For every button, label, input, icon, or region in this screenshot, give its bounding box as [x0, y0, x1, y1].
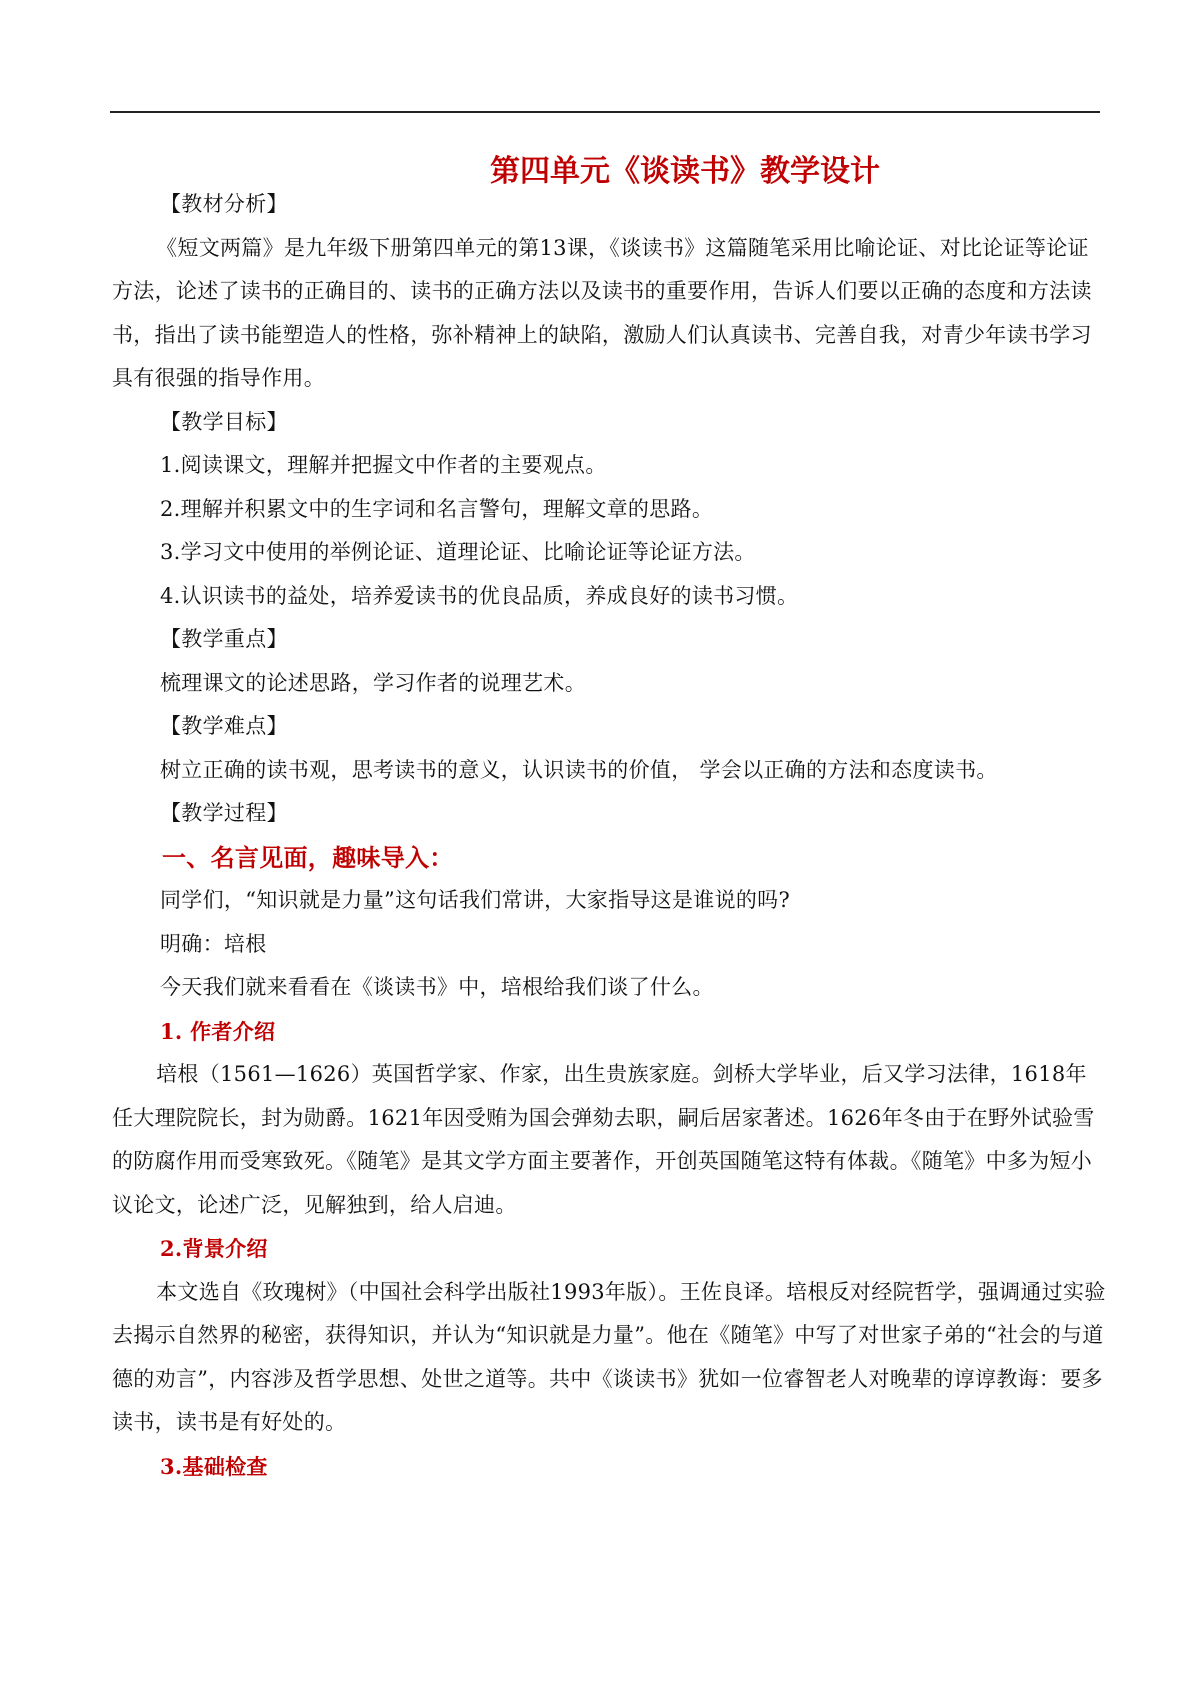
goal-item: 4.认识读书的益处，培养爱读书的优良品质，养成良好的读书习惯。 [160, 583, 799, 608]
goal-item: 1.阅读课文，理解并把握文中作者的主要观点。 [160, 453, 607, 477]
part1-heading: 一、名言见面，趣味导入： [162, 842, 454, 872]
intro-line: 同学们，“知识就是力量”这句话我们常讲，大家指导这是谁说的吗? [160, 888, 791, 912]
intro-line: 今天我们就来看看在《谈读书》中，培根给我们谈了什么。 [160, 975, 714, 999]
background-heading: 2.背景介绍 [160, 1236, 268, 1261]
intro-line: 明确：培根 [160, 931, 267, 956]
header-rule [110, 111, 1100, 113]
difficulty-paragraph: 树立正确的读书观，思考读书的意义，认识读书的价值， 学会以正确的方法和态度读书。 [160, 757, 998, 782]
material-paragraph: 《短文两篇》是九年级下册第四单元的第13课，《谈读书》这篇随笔采用比喻论证、对比论证等论证方法，论述了读书的正确目的、读书的正确方法以及读书的重要作用，告诉人们要以正确的态度和方法读书，指出了读书能塑造人的性格，弥补精神上的缺陷，激励人们认真读书、完善自我，对青少年读书学习具有很强的指导作用。 [112, 235, 1092, 390]
section-label-difficulty: 【教学难点】 [160, 714, 288, 738]
author-paragraph: 培根（1561—1626）英国哲学家、作家，出生贵族家庭。剑桥大学毕业，后又学习法律，1618年任大理院院长，封为勋爵。1621年因受贿为国会弹劾去职，嗣后居家著述。1626年冬由于在野外试验雪的防腐作用而受寒致死。《随笔》是其文学方面主要著作，开创英国随笔这特有体裁。《随笔》中多为短小议论文，论述广泛，见解独到，给人启迪。 [112, 1062, 1095, 1217]
author-heading: 1. 作者介绍 [160, 1018, 276, 1044]
basics-heading: 3.基础检查 [160, 1453, 268, 1479]
section-label-process: 【教学过程】 [160, 801, 288, 825]
document-title: 第四单元《谈读书》教学设计 [490, 154, 880, 189]
goal-item: 2.理解并积累文中的生字词和名言警句，理解文章的思路。 [160, 496, 714, 521]
document-body [112, 183, 1107, 1488]
section-label-key: 【教学重点】 [160, 627, 288, 651]
key-paragraph: 梳理课文的论述思路，学习作者的说理艺术。 [160, 670, 586, 695]
background-paragraph: 本文选自《玫瑰树》（中国社会科学出版社1993年版）。王佐良译。培根反对经院哲学，强调通过实验去揭示自然界的秘密，获得知识，并认为“知识就是力量”。他在《随笔》中写了对世家子弟的“社会的与道德的劝言”，内容涉及哲学思想、处世之道等。共中《谈读书》犹如一位睿智老人对晚辈的谆谆教诲：要多读书，读书是有好处的。 [112, 1279, 1106, 1434]
section-label-material: 【教材分析】 [160, 192, 288, 216]
goal-item: 3.学习文中使用的举例论证、道理论证、比喻论证等论证方法。 [160, 540, 756, 564]
section-label-goals: 【教学目标】 [160, 409, 288, 434]
